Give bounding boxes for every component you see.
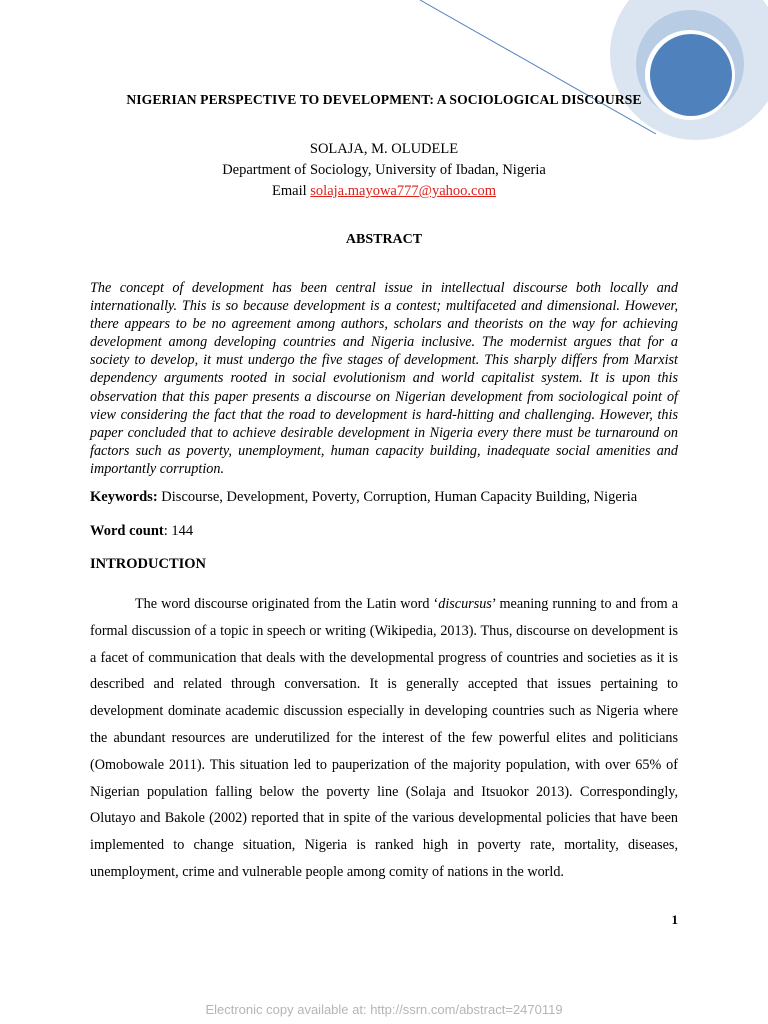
- keywords-line: [90, 489, 637, 506]
- author-affiliation: Department of Sociology, University of Ibadan, Nigeria: [222, 162, 546, 178]
- ssrn-footer: Electronic copy available at: http://ssrn.com/abstract=2470119: [205, 1002, 563, 1017]
- author-name: SOLAJA, M. OLUDELE: [309, 141, 459, 157]
- introduction-paragraph: [90, 591, 678, 886]
- email-label: Email: [272, 183, 307, 199]
- abstract-heading: ABSTRACT: [345, 232, 423, 247]
- word-count-line: [90, 523, 193, 540]
- paper-title: NIGERIAN PERSPECTIVE TO DEVELOPMENT: A SOCIOLOGICAL DISCOURSE: [126, 92, 642, 107]
- keywords-label: Keywords:: [90, 489, 158, 505]
- intro-text-italic: discursus: [438, 596, 492, 612]
- keywords-value: Discourse, Development, Poverty, Corruption, Human Capacity Building, Nigeria: [161, 489, 638, 505]
- word-count-value: : 144: [163, 523, 194, 539]
- author-email-line: [0, 183, 768, 200]
- intro-text-start: The word discourse originated from the Latin word ‘: [135, 596, 439, 612]
- email-link[interactable]: solaja.mayowa777@yahoo.com: [310, 183, 496, 199]
- page-number: 1: [671, 912, 678, 927]
- abstract-text: The concept of development has been central issue in intellectual discourse both locally and internationally. This is so because development is a contest; multifaceted and dimensional. However, there appears to be no agreement among authors, scholars and theorists on the way for achieving development among developing countries and Nigeria inclusive. The modernist argues that for a society to develop, it must undergo the five stages of development. This sharply differs from Marxist dependency arguments rooted in social evolutionism and world capitalist system. It is upon this observation that this paper presents a discourse on Nigerian development from sociological point of view considering the fact that the road to development is hard-hitting and challenging. However, this paper concluded that to achieve desirable development in Nigeria every there must be turnaround on factors such as poverty, unemployment, human capacity building, inadequate social amenities and importantly corruption.: [90, 280, 678, 477]
- header-decoration: [0, 0, 768, 140]
- word-count-label: Word count: [90, 523, 164, 539]
- introduction-heading: INTRODUCTION: [90, 556, 207, 572]
- intro-text-rest: ’ meaning running to and from a formal discussion of a topic in speech or writing (Wikipedia, 2013). Thus, discourse on development is a facet of communication that deals with the developmental progress of countries and societies as it is described and related through conversation. It is generally accepted that issues pertaining to development dominate academic discussion especially in developing countries such as Nigeria where the abundant resources are underutilized for the interest of the few powerful elites and politicians (Omobowale 2011). This situation led to pauperization of the majority population, with over 65% of Nigerian population falling below the poverty line (Solaja and Itsuokor 2013). Correspondingly, Olutayo and Bakole (2002) reported that in spite of the various developmental policies that have been implemented to change situation, Nigeria is ranked high in poverty rate, mortality, diseases, unemployment, crime and vulnerable people among comity of nations in the world.: [90, 596, 678, 880]
